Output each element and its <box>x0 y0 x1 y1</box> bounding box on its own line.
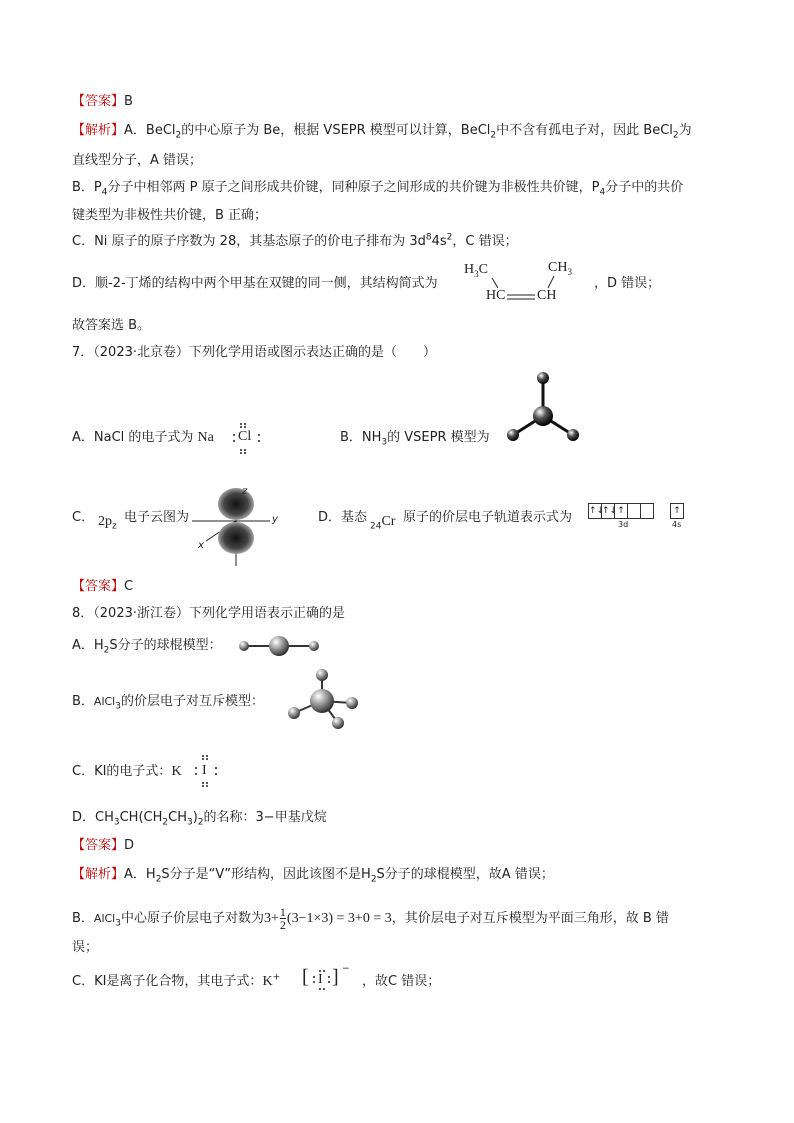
text: 为 <box>678 123 692 138</box>
denominator: 2 <box>279 918 286 932</box>
bond-lines <box>462 260 592 310</box>
answer-7 <box>72 579 133 595</box>
answer-tag: 【答案】 <box>72 94 125 109</box>
text: 2p <box>98 514 112 529</box>
orbital-box: ↑↓ <box>588 503 602 519</box>
explanation-8-c <box>72 974 280 990</box>
answer-value: B <box>124 94 133 109</box>
text: S分子的球棍模型： <box>109 638 222 653</box>
text: ) <box>192 810 198 825</box>
subscript: 4 <box>599 187 606 198</box>
explanation-tag: 【解析】 <box>72 867 125 882</box>
explanation-8-a <box>72 867 554 883</box>
text: C．Ni 原子的原子序数为 28，其基态原子的价电子排布为 3d <box>72 234 426 249</box>
explanation-6-c <box>72 234 518 250</box>
k-label: K <box>262 974 273 989</box>
orbital-box: ↑↓ <box>601 503 615 519</box>
subscript: 3 <box>381 437 388 448</box>
orbital-box <box>640 503 654 519</box>
text: 4s <box>431 234 447 249</box>
question-7-option-c-text <box>124 510 189 526</box>
answer-value: C <box>124 579 134 594</box>
text: B．P <box>72 180 102 195</box>
i-label: I <box>202 763 207 778</box>
text: S分子是“V”形结构，因此该图不是H <box>161 867 371 882</box>
subscript: 2 <box>370 874 377 885</box>
question-8-option-a <box>72 638 222 654</box>
superscript: + <box>272 972 281 983</box>
text: ，故C 错误； <box>362 974 441 989</box>
text: ，D 错误； <box>594 276 661 291</box>
fraction <box>280 906 286 931</box>
hc-label: HC <box>486 288 506 303</box>
text: CH(CH <box>119 810 163 825</box>
text: 的 VSEPR 模型为 <box>387 430 490 445</box>
axis-z-label: z <box>242 486 248 497</box>
h2s-ball-stick-model <box>236 633 322 659</box>
explanation-6-b-line2 <box>72 208 267 224</box>
text: AlCl <box>93 912 116 925</box>
subscript: 2 <box>103 645 110 656</box>
cis-2-butene-structure <box>462 260 592 310</box>
question-8-option-b <box>72 694 264 710</box>
axis-x-label: x <box>198 540 204 551</box>
text: 直线型分子，A 错误； <box>72 153 203 168</box>
orbital-box: ↑ <box>614 503 628 519</box>
2pz-electron-cloud <box>192 486 290 568</box>
superscript: 8 <box>425 232 432 243</box>
orbital-box-4s: ↑ <box>670 503 684 519</box>
question-7-option-a <box>72 430 214 446</box>
answer-tag: 【答案】 <box>72 579 125 594</box>
charge: − <box>342 964 350 974</box>
question-7-option-b <box>340 430 490 446</box>
text: C．KI的电子式： <box>72 764 172 779</box>
text: 的价层电子对互斥模型： <box>120 694 264 709</box>
question-8-option-c <box>72 764 182 780</box>
text: 的名称：3−甲基戊烷 <box>203 810 327 825</box>
text: 分子中的共价 <box>605 180 684 195</box>
numerator: 1 <box>279 905 286 919</box>
explanation-8-b-line1 <box>72 906 669 931</box>
text: 键类型为非极性共价键，B 正确； <box>72 208 268 223</box>
text: C．KI是离子化合物，其电子式： <box>72 974 263 989</box>
left-bracket: [ <box>302 966 309 988</box>
electron-dots <box>302 966 350 992</box>
explanation-6-d <box>72 276 438 292</box>
subscript: 2 <box>175 130 182 141</box>
ch-label: CH <box>537 288 557 303</box>
methyl-right-label: $CH_3$ <box>548 260 572 277</box>
3d-label: 3d <box>618 520 629 529</box>
cr-orbital-diagram <box>588 503 698 533</box>
3d-boxes <box>588 503 653 519</box>
subscript: 3 <box>115 701 121 712</box>
subscript: z <box>112 521 117 532</box>
subscript: 3 <box>115 918 121 929</box>
text: D．基态 <box>318 510 368 525</box>
subscript: 4 <box>101 187 108 198</box>
text: ，C 错误； <box>452 234 518 249</box>
alcl3-vsepr-model <box>282 665 364 735</box>
text: C． <box>72 510 95 525</box>
orbital-box <box>627 503 641 519</box>
subscript: 3 <box>186 817 193 828</box>
orbital-label <box>98 514 117 530</box>
text: A．BeCl <box>124 123 176 138</box>
answer-value: D <box>124 838 135 853</box>
text: B． <box>72 694 94 709</box>
na-label: Na <box>197 430 214 445</box>
text: 分子中相邻两 P 原子之间形成共价键，同种原子之间形成的共价键为非极性共价键，P <box>107 180 600 195</box>
text: 误； <box>72 940 99 955</box>
question-7-option-d <box>318 510 367 526</box>
answer-tag: 【答案】 <box>72 838 125 853</box>
explanation-8-b-line2 <box>72 940 98 956</box>
text: D．CH <box>72 810 114 825</box>
text: A．NaCl 的电子式为 <box>72 430 194 445</box>
subscript: 2 <box>490 130 497 141</box>
nacl-electron-formula <box>226 418 266 458</box>
question-8-option-d <box>72 810 327 826</box>
explanation-6-b-line1 <box>72 180 683 196</box>
superscript: 2 <box>446 232 453 243</box>
question-7-stem <box>72 345 436 361</box>
text: 7．（2023·北京卷）下列化学用语或图示表达正确的是（ ） <box>72 345 436 360</box>
text: 中心原子价层电子对数为 <box>120 911 264 926</box>
text: CH <box>168 810 187 825</box>
question-7-option-c <box>72 510 94 526</box>
text: 中不含有孤电子对，因此 BeCl <box>496 123 673 138</box>
explanation-6-d-end <box>594 276 660 292</box>
text: 3+ <box>264 911 279 926</box>
text: Cr <box>381 514 396 529</box>
text: 的中心原子为 Be，根据 VSEPR 模型可以计算，BeCl <box>181 123 491 138</box>
text: (3−1×3) = 3+0 = 3 <box>286 911 392 926</box>
iodide-bracket <box>302 966 350 992</box>
atomic-number: 24 <box>370 521 382 532</box>
orbital-drawing <box>192 486 290 568</box>
explanation-6-conclusion <box>72 318 150 334</box>
axis-y-label: y <box>272 514 278 525</box>
subscript: 2 <box>155 874 162 885</box>
4s-label: 4s <box>672 520 682 529</box>
question-8-stem <box>72 606 345 622</box>
explanation-8-c-end <box>362 974 440 990</box>
text: AlCl <box>93 695 116 708</box>
answer-8 <box>72 838 134 854</box>
text: ，其价层电子对互斥模型为平面三角形，故 B 错 <box>391 911 669 926</box>
question-7-option-d-text <box>403 510 572 526</box>
answer-6 <box>72 94 133 110</box>
text: A．H <box>124 867 156 882</box>
text: D．顺-2-丁烯的结构中两个甲基在双键的同一侧，其结构简式为 <box>72 276 438 291</box>
subscript: 3 <box>113 817 120 828</box>
explanation-6-a-line2 <box>72 153 202 169</box>
k-label: K <box>171 764 182 779</box>
right-bracket: ] <box>332 966 339 988</box>
methyl-left-label: $H_3C$ <box>464 262 488 279</box>
text: 8．（2023·浙江卷）下列化学用语表示正确的是 <box>72 606 345 621</box>
subscript: 2 <box>162 817 169 828</box>
text: 电子云图为 <box>124 510 190 525</box>
text: B． <box>72 911 94 926</box>
text: 原子的价层电子轨道表示式为 <box>403 510 573 525</box>
text: 故答案选 B。 <box>72 318 151 333</box>
text: B．NH <box>340 430 382 445</box>
explanation-6-a-line1 <box>72 123 692 139</box>
nh3-vsepr-model <box>500 368 590 448</box>
subscript: 2 <box>197 817 204 828</box>
chromium-symbol <box>370 514 395 530</box>
text: S分子的球棍模型，故A 错误； <box>376 867 554 882</box>
cl-label: Cl <box>238 429 252 444</box>
electron-dots <box>226 418 266 458</box>
subscript: 2 <box>672 130 679 141</box>
text: A．H <box>72 638 104 653</box>
explanation-tag: 【解析】 <box>72 123 125 138</box>
electron-dots <box>190 752 224 790</box>
ki-electron-formula <box>190 752 224 790</box>
i-label: I <box>318 972 323 987</box>
